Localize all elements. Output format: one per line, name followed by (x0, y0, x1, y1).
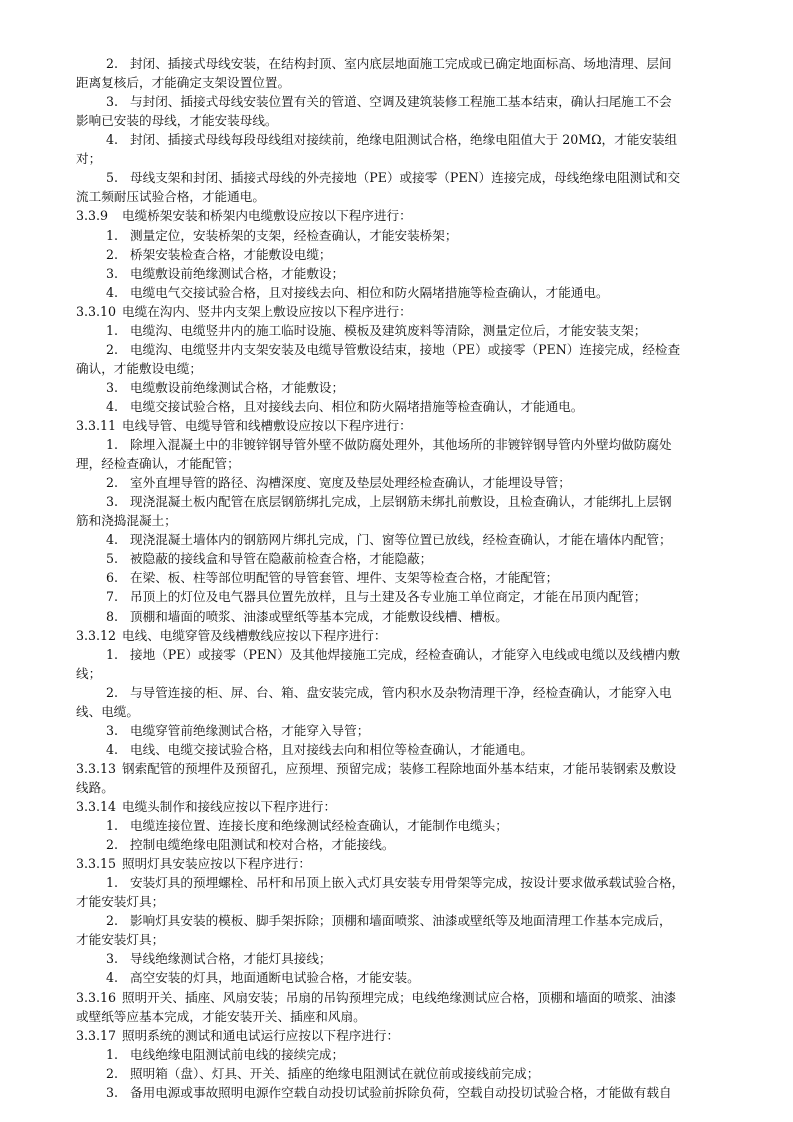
line-text: 照明开关、插座、风扇安装；吊扇的吊钩预埋完成；电线绝缘测试应合格，顶棚和墙面的喷浆、油漆 (122, 989, 677, 1005)
item-number: 1. (106, 322, 119, 338)
paragraph-line (0, 646, 793, 664)
line-text: 室外直埋导管的路径、沟槽深度、宽度及垫层处理经检查确认，才能埋设导管； (130, 475, 571, 491)
item-number: 3. (106, 494, 119, 510)
item-number: 4. (106, 741, 119, 757)
section-heading (0, 989, 793, 1007)
list-item (0, 265, 793, 283)
item-number: 2. (106, 837, 119, 853)
paragraph-line (0, 112, 793, 130)
section-heading (0, 1027, 793, 1045)
line-text: 控制电缆绝缘电阻测试和校对合格，才能接线。 (130, 837, 395, 853)
list-item (0, 379, 793, 397)
paragraph-line (0, 150, 793, 168)
line-text: 电缆桥架安装和桥架内电缆敷设应按以下程序进行： (122, 208, 412, 224)
line-text: 备用电源或事故照明电源作空载自动投切试验前拆除负荷，空载自动投切试验合格，才能做有载自 (130, 1084, 672, 1100)
line-text: 对； (76, 151, 102, 167)
item-number: 5. (106, 551, 119, 567)
item-number: 2. (106, 56, 119, 71)
item-number: 4. (106, 284, 119, 300)
item-number: 4. (106, 532, 119, 548)
paragraph-line (0, 493, 793, 511)
line-text: 确认，才能敷设电缆； (76, 360, 202, 376)
paragraph-line (0, 188, 793, 206)
item-number: 8. (106, 608, 119, 624)
item-number: 2. (106, 684, 119, 700)
paragraph-line (0, 931, 793, 949)
line-text: 除埋入混凝土中的非镀锌钢导管外壁不做防腐处理外，其他场所的非镀锌钢导管内外壁均做防腐处 (130, 437, 672, 452)
list-item (0, 474, 793, 492)
list-item (0, 398, 793, 416)
item-number: 3. (106, 94, 119, 110)
list-item (0, 588, 793, 606)
paragraph-line (0, 341, 793, 359)
list-item (0, 550, 793, 568)
line-text: 封闭、插接式母线每段母线组对接续前，绝缘电阻测试合格，绝缘电阻值大于 20MΩ，才能安装组 (130, 132, 678, 148)
item-number: 3. (106, 1084, 119, 1100)
line-text: 高空安装的灯具，地面通断电试验合格，才能安装。 (130, 970, 420, 986)
item-number: 2. (106, 1065, 119, 1081)
line-text: 吊顶上的灯位及电气器具位置先放样，且与土建及各专业施工单位商定，才能在吊顶内配管； (130, 589, 647, 605)
section-heading (0, 798, 793, 816)
line-text: 电缆沟、电缆竖井内的施工临时设施、模板及建筑废料等清除，测量定位后，才能安装支架； (130, 322, 647, 338)
item-number: 2. (106, 475, 119, 491)
line-text: 影响灯具安装的模板、脚手架拆除；顶棚和墙面喷浆、油漆或壁纸等及地面清理工作基本完成后， (130, 913, 672, 929)
line-text: 顶棚和墙面的喷浆、油漆或壁纸等基本完成，才能敷设线槽、槽板。 (130, 608, 508, 624)
item-number: 3. (106, 265, 119, 281)
list-item (0, 246, 793, 264)
item-number: 4. (106, 132, 119, 148)
line-text: 被隐蔽的接线盒和导管在隐蔽前检查合格，才能隐蔽； (130, 551, 433, 567)
item-number: 3. (106, 379, 119, 395)
line-text: 在梁、板、柱等部位明配管的导管套管、埋件、支架等检查合格，才能配管； (130, 570, 559, 586)
item-number: 1. (106, 1046, 119, 1062)
line-text: 电线、电缆穿管及线槽敷线应按以下程序进行： (122, 627, 387, 643)
list-item (0, 322, 793, 340)
line-text: 测量定位，安装桥架的支架，经检查确认，才能安装桥架； (130, 227, 458, 243)
list-item (0, 227, 793, 245)
line-text: 电缆电气交接试验合格，且对接线去向、相位和防火隔堵措施等检查确认，才能通电。 (130, 284, 609, 300)
paragraph-line (0, 779, 793, 797)
list-item (0, 1065, 793, 1083)
paragraph-line (0, 131, 793, 149)
item-number: 1. (106, 646, 119, 662)
line-text: 安装灯具的预埋螺栓、吊杆和吊顶上嵌入式灯具安装专用骨架等完成，按设计要求做承载试验合格， (130, 875, 685, 891)
line-text: 或壁纸等应基本完成，才能安装开关、插座和风扇。 (76, 1008, 366, 1024)
item-number: 2. (106, 341, 119, 357)
line-text: 接地（PE）或接零（PEN）及其他焊接施工完成，经检查确认，才能穿入电线或电缆以及线槽内敷 (130, 646, 681, 662)
line-text: 流工频耐压试验合格，才能通电。 (76, 189, 265, 205)
list-item (0, 722, 793, 740)
line-text: 与导管连接的柜、屏、台、箱、盘安装完成，管内积水及杂物清理干净，经检查确认，才能穿入电 (130, 684, 672, 700)
line-text: 与封闭、插接式母线安装位置有关的管道、空调及建筑装修工程施工基本结束，确认扫尾施工不会 (130, 94, 672, 110)
item-number: 4. (106, 398, 119, 414)
line-text: 电缆在沟内、竖井内支架上敷设应按以下程序进行： (122, 303, 412, 319)
line-text: 导线绝缘测试合格，才能灯具接线； (130, 951, 332, 967)
line-text: 电线导管、电缆导管和线槽敷设应按以下程序进行： (122, 417, 412, 433)
line-text: 现浇混凝土板内配管在底层钢筋绑扎完成，上层钢筋未绑扎前敷设，且检查确认，才能绑扎上层钢 (130, 494, 672, 510)
item-number: 3. (106, 722, 119, 738)
list-item (0, 969, 793, 987)
paragraph-line (0, 665, 793, 683)
item-number: 2. (106, 246, 119, 262)
section-heading (0, 303, 793, 321)
item-number: 3.3.16 (76, 989, 117, 1005)
paragraph-line (0, 55, 793, 73)
line-text: 电线、电缆交接试验合格，且对接线去向和相位等检查确认，才能通电。 (130, 741, 533, 757)
item-number: 6. (106, 570, 119, 586)
list-item (0, 569, 793, 587)
item-number: 3.3.9 (76, 208, 109, 224)
line-text: 电缆穿管前绝缘测试合格，才能穿入导管； (130, 722, 370, 738)
line-text: 照明系统的测试和通电试运行应按以下程序进行： (122, 1027, 400, 1043)
item-number: 1. (106, 437, 119, 452)
list-item (0, 531, 793, 549)
list-item (0, 950, 793, 968)
item-number: 4. (106, 970, 119, 986)
line-text: 桥架安装检查合格，才能敷设电缆； (130, 246, 332, 262)
item-number: 3.3.15 (76, 856, 117, 872)
list-item (0, 284, 793, 302)
item-number: 1. (106, 875, 119, 891)
item-number: 1. (106, 227, 119, 243)
item-number: 3.3.10 (76, 303, 117, 319)
line-text: 电缆交接试验合格，且对接线去向、相位和防火隔堵措施等检查确认，才能通电。 (130, 398, 584, 414)
paragraph-line (0, 512, 793, 530)
paragraph-line (0, 360, 793, 378)
line-text: 照明灯具安装应按以下程序进行： (122, 856, 311, 872)
item-number: 3.3.11 (76, 417, 117, 433)
line-text: 线、电缆。 (76, 703, 139, 719)
line-text: 现浇混凝土墙体内的钢筋网片绑扎完成，门、窗等位置已放线，经检查确认，才能在墙体内配管； (130, 532, 672, 548)
item-number: 3.3.12 (76, 627, 117, 643)
paragraph-line (0, 684, 793, 702)
item-number: 2. (106, 913, 119, 929)
item-number: 3. (106, 951, 119, 967)
line-text: 影响已安装的母线，才能安装母线。 (76, 113, 278, 129)
list-item (0, 608, 793, 626)
section-heading (0, 760, 793, 778)
line-text: 母线支架和封闭、插接式母线的外壳接地（PE）或接零（PEN）连接完成，母线绝缘电阻测试和交 (130, 170, 681, 186)
paragraph-line (0, 436, 793, 454)
item-number: 3.3.14 (76, 799, 117, 814)
line-text: 电缆敷设前绝缘测试合格，才能敷设； (130, 265, 345, 281)
line-text: 才能安装灯具； (76, 894, 165, 910)
paragraph-line (0, 1008, 793, 1026)
paragraph-line (0, 703, 793, 721)
item-number: 1. (106, 818, 119, 833)
item-number: 3.3.13 (76, 760, 117, 776)
item-number: 5. (106, 170, 119, 186)
line-text: 筋和浇捣混凝土； (76, 513, 177, 529)
paragraph-line (0, 74, 793, 92)
paragraph-line (0, 169, 793, 187)
paragraph-line (0, 1084, 793, 1102)
line-text: 距离复核后，才能确定支架设置位置。 (76, 75, 291, 90)
line-text: 才能安装灯具； (76, 932, 165, 948)
paragraph-line (0, 874, 793, 892)
paragraph-line (0, 93, 793, 111)
list-item (0, 817, 793, 835)
paragraph-line (0, 455, 793, 473)
list-item (0, 1046, 793, 1064)
line-text: 钢索配管的预埋件及预留孔，应预埋、预留完成；装修工程除地面外基本结束，才能吊装钢索及敷设 (122, 760, 677, 776)
line-text: 理，经检查确认，才能配管； (76, 456, 240, 472)
paragraph-line (0, 912, 793, 930)
line-text: 电缆敷设前绝缘测试合格，才能敷设； (130, 379, 345, 395)
line-text: 线路。 (76, 779, 114, 795)
list-item (0, 836, 793, 854)
section-heading (0, 207, 793, 225)
line-text: 电缆连接位置、连接长度和绝缘测试经检查确认，才能制作电缆头； (130, 818, 508, 833)
line-text: 电缆沟、电缆竖井内支架安装及电缆导管敷设结束，接地（PE）或接零（PEN）连接完成，经检查 (130, 341, 681, 357)
line-text: 照明箱（盘）、灯具、开关、插座的绝缘电阻测试在就位前或接线前完成； (130, 1065, 540, 1081)
line-text: 电线绝缘电阻测试前电线的接续完成； (130, 1046, 345, 1062)
section-heading (0, 855, 793, 873)
item-number: 3.3.17 (76, 1027, 117, 1043)
section-heading (0, 417, 793, 435)
line-text: 封闭、插接式母线安装，在结构封顶、室内底层地面施工完成或已确定地面标高、场地清理、层间 (130, 56, 672, 71)
line-text: 电缆头制作和接线应按以下程序进行： (122, 799, 337, 814)
list-item (0, 741, 793, 759)
section-heading (0, 627, 793, 645)
paragraph-line (0, 893, 793, 911)
line-text: 线； (76, 665, 102, 681)
item-number: 7. (106, 589, 119, 605)
